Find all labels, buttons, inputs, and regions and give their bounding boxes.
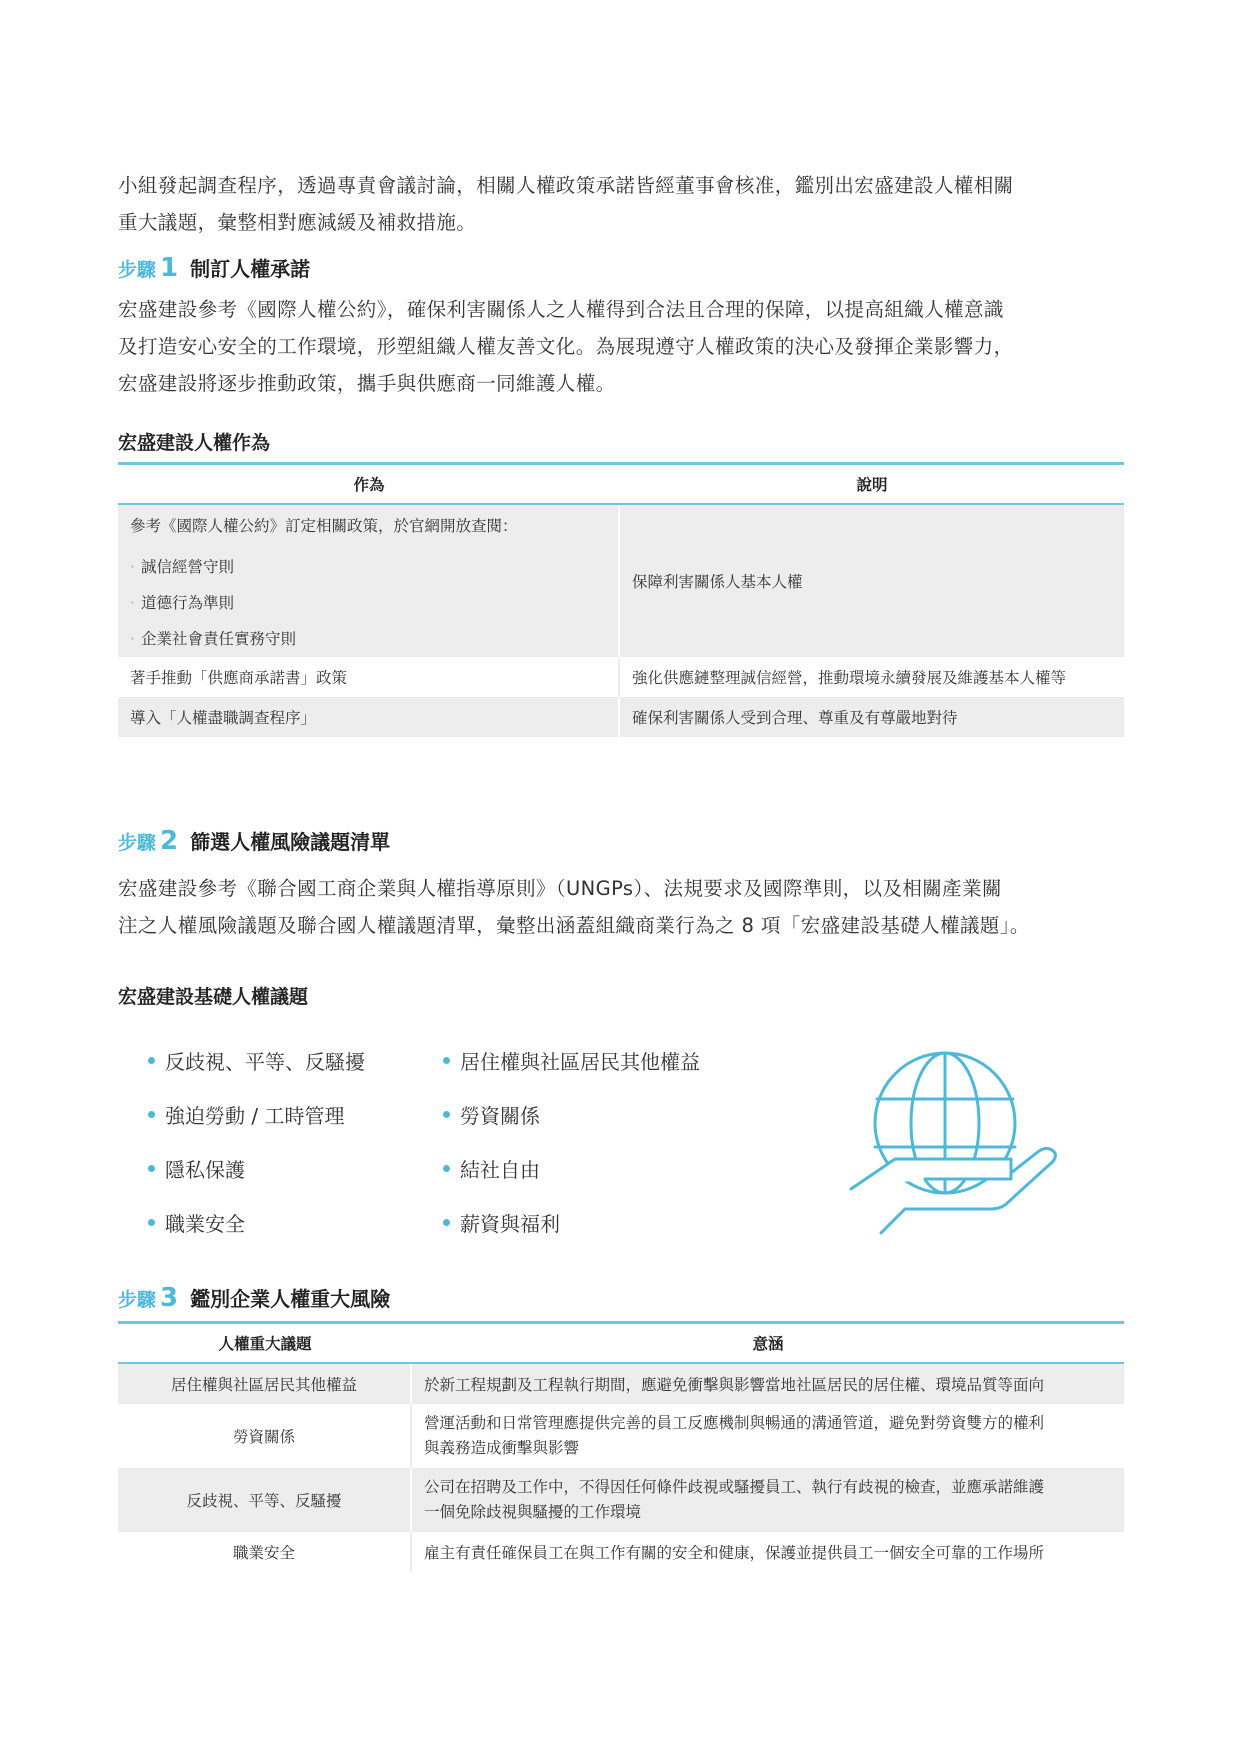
topic-label: 居住權與社區居民其他權益: [460, 1049, 700, 1074]
table-row: [118, 1364, 1124, 1404]
actions-row1-item-2: 道德行為準則: [140, 594, 234, 612]
step1-line-3: 宏盛建設將逐步推動政策，攜手與供應商一同維護人權。: [118, 372, 616, 395]
major-row2-desc-line-2: 與義務造成衝擊與影響: [424, 1439, 580, 1457]
list-item: [148, 1033, 365, 1087]
major-header-desc: 意涵: [412, 1324, 1124, 1364]
table-row: [118, 697, 1124, 737]
step1-line-1: 宏盛建設參考《國際人權公約》，確保利害關係人之人權得到合法且合理的保障，以提高組織人權意識: [118, 298, 1004, 321]
step2-label: 步驟: [118, 832, 157, 854]
actions-row3-desc: 確保利害關係人受到合理、尊重及有尊嚴地對待: [620, 697, 1124, 737]
major-row1-topic: 居住權與社區居民其他權益: [118, 1364, 412, 1404]
actions-title: 宏盛建設人權作為: [118, 432, 271, 454]
intro-paragraph: [118, 167, 1124, 241]
list-item: [130, 621, 606, 657]
basic-topics-title: 宏盛建設基礎人權議題: [118, 986, 309, 1008]
step2-paragraph: [118, 870, 1124, 944]
intro-line-2: 重大議題，彙整相對應減緩及補救措施。: [118, 211, 477, 234]
list-item: [148, 1195, 365, 1249]
major-row3-desc-line-1: 公司在招聘及工作中，不得因任何條件歧視或騷擾員工、執行有歧視的檢查，並應承諾維護: [424, 1478, 1045, 1496]
step2-title: 篩選人權風險議題清單: [190, 830, 391, 854]
step2-heading: [118, 826, 390, 856]
bullet-dot: [148, 1165, 155, 1172]
actions-row1-desc: 保障利害關係人基本人權: [620, 505, 1124, 657]
list-item: [148, 1141, 365, 1195]
major-row2-topic: 勞資關係: [118, 1404, 412, 1468]
bullet-dot: [148, 1111, 155, 1118]
actions-row2-action: 著手推動「供應商承諾書」政策: [118, 657, 620, 697]
bullet-dot: [443, 1165, 450, 1172]
step2-line-1: 宏盛建設參考《聯合國工商企業與人權指導原則》（UNGPs）、法規要求及國際準則，以及相關產業關: [118, 877, 1002, 900]
bullet-dot: [148, 1219, 155, 1226]
major-table-header: [118, 1324, 1124, 1364]
table-row: [118, 505, 1124, 657]
list-item: [130, 585, 606, 621]
actions-row1-item-1: 誠信經營守則: [140, 558, 234, 576]
major-row3-topic: 反歧視、平等、反騷擾: [118, 1468, 412, 1532]
topic-label: 強迫勞動 / 工時管理: [165, 1103, 345, 1128]
list-item: [443, 1141, 700, 1195]
actions-header-desc: 說明: [620, 465, 1124, 505]
bullet-dot: ·: [130, 558, 135, 576]
major-row1-desc-line-1: 於新工程規劃及工程執行期間，應避免衝擊與影響當地社區居民的居住權、環境品質等面向: [424, 1376, 1045, 1394]
step3-number: 3: [160, 1283, 179, 1313]
bullet-dot: [443, 1219, 450, 1226]
major-row2-desc-line-1: 營運活動和日常管理應提供完善的員工反應機制與暢通的溝通管道，避免對勞資雙方的權利: [424, 1414, 1045, 1432]
list-item: [130, 549, 606, 585]
topic-label: 薪資與福利: [460, 1211, 560, 1236]
actions-table: [118, 462, 1124, 737]
list-item: [443, 1033, 700, 1087]
table-row: [118, 1468, 1124, 1532]
intro-line-1: 小組發起調查程序，透過專責會議討論，相關人權政策承諾皆經董事會核准，鑑別出宏盛建設人權相關: [118, 174, 1014, 197]
actions-table-header: [118, 465, 1124, 505]
bullet-dot: ·: [130, 630, 135, 648]
actions-header-action: 作為: [118, 465, 620, 505]
actions-row2-desc: 強化供應鏈整理誠信經營，推動環境永續發展及維護基本人權等: [620, 657, 1124, 697]
basic-topics-left: [148, 1033, 365, 1249]
bullet-dot: [148, 1057, 155, 1064]
step1-line-2: 及打造安心安全的工作環境，形塑組織人權友善文化。為展現遵守人權政策的決心及發揮企業影響力，: [118, 335, 1014, 358]
step3-title: 鑑別企業人權重大風險: [190, 1287, 391, 1311]
topic-label: 結社自由: [460, 1157, 540, 1182]
step1-label: 步驟: [118, 259, 157, 281]
bullet-dot: [443, 1057, 450, 1064]
list-item: [443, 1195, 700, 1249]
globe-in-hand-icon: [843, 1047, 1063, 1237]
step1-heading: [118, 253, 310, 283]
topic-label: 勞資關係: [460, 1103, 540, 1128]
major-issues-table: [118, 1321, 1124, 1572]
major-row4-topic: 職業安全: [118, 1532, 412, 1572]
topic-label: 隱私保護: [165, 1157, 245, 1182]
actions-row3-action: 導入「人權盡職調查程序」: [118, 697, 620, 737]
actions-row1-action: [118, 505, 620, 657]
major-row1-desc: [412, 1364, 1124, 1404]
bullet-dot: ·: [130, 594, 135, 612]
bullet-dot: [443, 1111, 450, 1118]
step2-number: 2: [160, 826, 179, 856]
major-row4-desc-line-1: 雇主有責任確保員工在與工作有關的安全和健康，保護並提供員工一個安全可靠的工作場所: [424, 1544, 1045, 1562]
table-row: [118, 657, 1124, 697]
step1-number: 1: [160, 253, 179, 283]
topic-label: 職業安全: [165, 1211, 245, 1236]
step1-title: 制訂人權承諾: [190, 257, 311, 281]
major-row2-desc: [412, 1404, 1124, 1468]
table-row: [118, 1404, 1124, 1468]
list-item: [443, 1087, 700, 1141]
major-row4-desc: [412, 1532, 1124, 1572]
table-row: [118, 1532, 1124, 1572]
step3-heading: [118, 1283, 390, 1313]
major-header-topic: 人權重大議題: [118, 1324, 412, 1364]
step1-paragraph: [118, 291, 1124, 402]
step2-line-2: 注之人權風險議題及聯合國人權議題清單，彙整出涵蓋組織商業行為之 8 項「宏盛建設基礎人權議題」。: [118, 914, 1030, 937]
basic-topics-right: [443, 1033, 700, 1249]
list-item: [148, 1087, 365, 1141]
step3-label: 步驟: [118, 1289, 157, 1311]
major-row3-desc-line-2: 一個免除歧視與騷擾的工作環境: [424, 1503, 642, 1521]
actions-row1-item-3: 企業社會責任實務守則: [140, 630, 296, 648]
topic-label: 反歧視、平等、反騷擾: [165, 1049, 365, 1074]
major-row3-desc: [412, 1468, 1124, 1532]
actions-row1-lead: 參考《國際人權公約》訂定相關政策，於官網開放查閱：: [130, 517, 518, 535]
